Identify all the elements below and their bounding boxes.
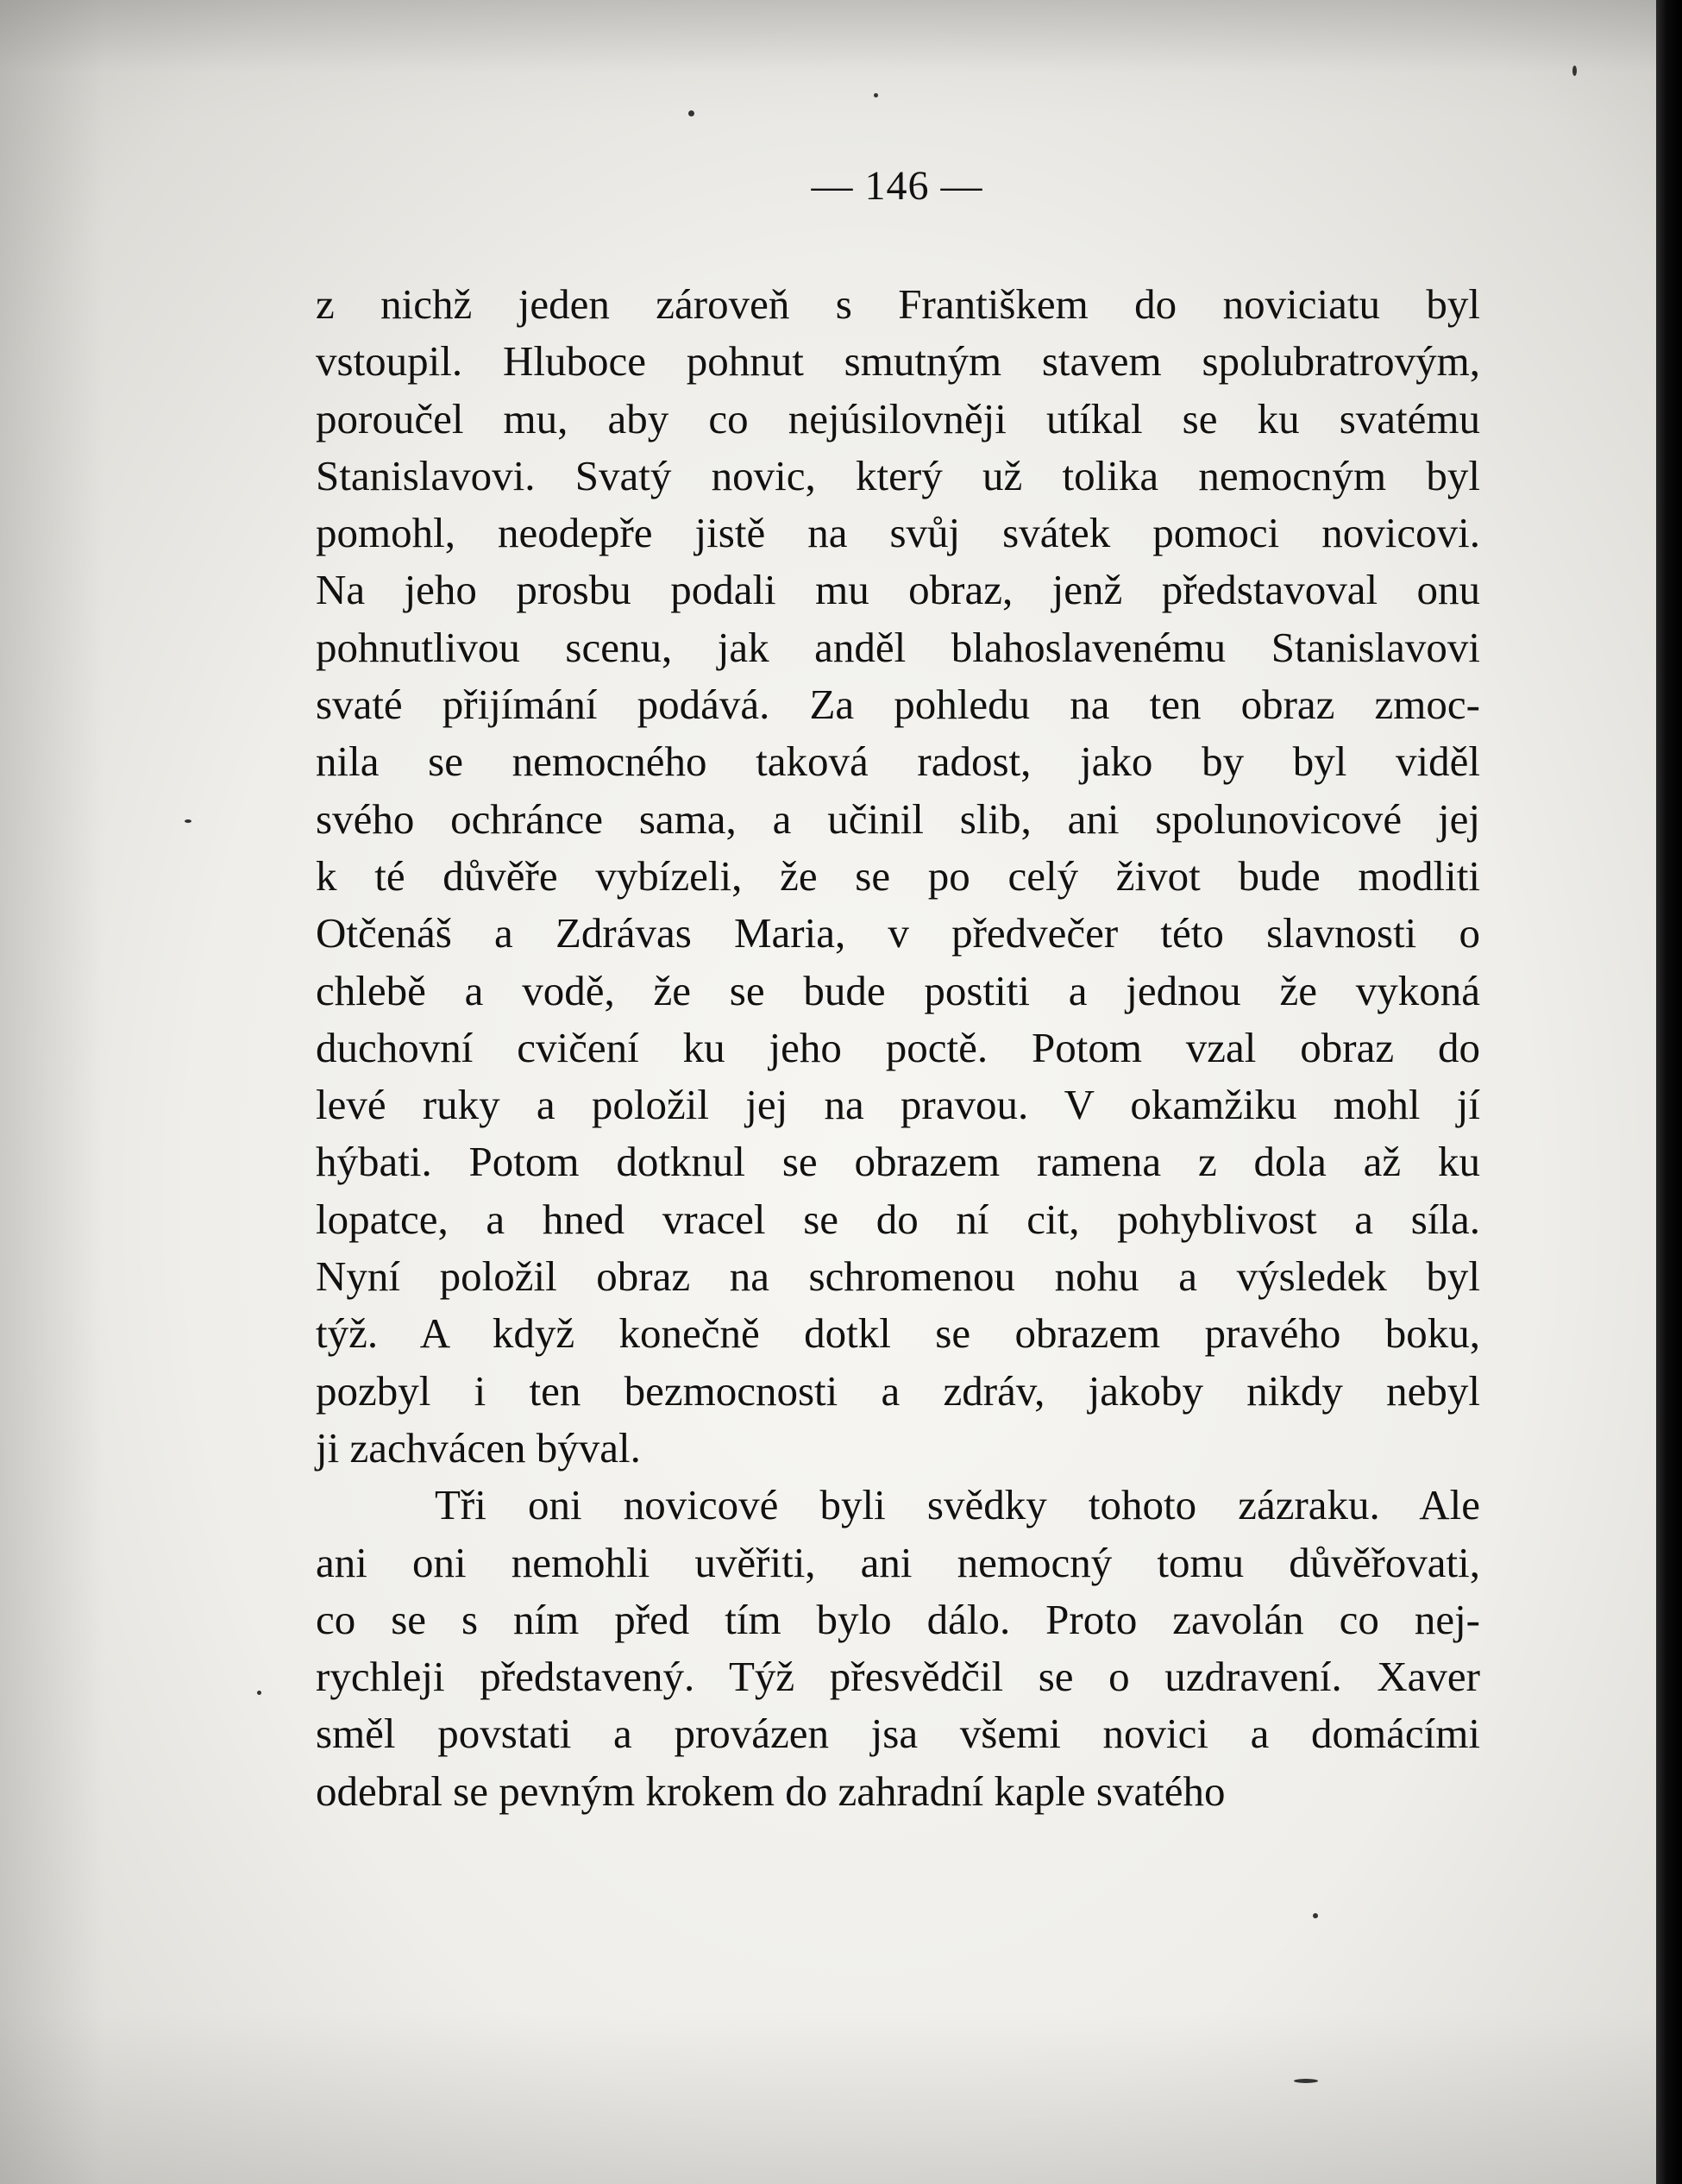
bottom-shadow: [0, 2011, 1656, 2184]
dust-speck: [874, 93, 878, 97]
text-line: Nyní položil obraz na schromenou nohu a výsledek byl: [316, 1252, 1480, 1301]
text-line: Tři oni novicové byli svědky tohoto zázraku. Ale: [435, 1481, 1480, 1529]
text-line: ani oni nemohli uvěřiti, ani nemocný tomu důvěřovati,: [316, 1538, 1480, 1586]
text-line: pomohl, neodepře jistě na svůj svátek pomoci novicovi.: [316, 509, 1480, 557]
text-line: co se s ním před tím bylo dálo. Proto zavolán co nej-: [316, 1595, 1480, 1643]
text-line: nila se nemocného taková radost, jako by byl viděl: [316, 737, 1480, 786]
text-line: poroučel mu, aby co nejúsilovněji utíkal se ku svatému: [316, 394, 1480, 442]
text-line: týž. A když konečně dotkl se obrazem pravého boku,: [316, 1309, 1480, 1358]
dust-speck: [185, 819, 191, 823]
page-edge: [1656, 0, 1682, 2184]
text-line: levé ruky a položil jej na pravou. V okamžiku mohl jí: [316, 1081, 1480, 1129]
text-line: duchovní cvičení ku jeho poctě. Potom vzal obraz do: [316, 1023, 1480, 1071]
dust-speck: [1313, 1913, 1318, 1918]
text-line: chlebě a vodě, že se bude postiti a jednou že vykoná: [316, 966, 1480, 1014]
text-line: směl povstati a provázen jsa všemi novici a domácími: [316, 1710, 1480, 1758]
text-line: pozbyl i ten bezmocnosti a zdráv, jakoby nikdy nebyl: [316, 1366, 1480, 1415]
text-line: Na jeho prosbu podali mu obraz, jenž představoval onu: [316, 566, 1480, 614]
page-number: — 146 —: [811, 163, 983, 209]
text-line: hýbati. Potom dotknul se obrazem ramena z dola až ku: [316, 1138, 1480, 1186]
text-line: pohnutlivou scenu, jak anděl blahoslavenému Stanislavovi: [316, 623, 1480, 671]
dust-speck: [1572, 66, 1577, 76]
text-line: z nichž jeden zároveň s Františkem do noviciatu byl: [316, 280, 1480, 328]
text-line: vstoupil. Hluboce pohnut smutným stavem spolubratrovým,: [316, 337, 1480, 386]
text-line: ji zachvácen býval.: [316, 1423, 641, 1472]
text-line: Otčenáš a Zdrávas Maria, v předvečer této slavnosti o: [316, 909, 1480, 957]
text-line: lopatce, a hned vracel se do ní cit, pohyblivost a síla.: [316, 1195, 1480, 1243]
dust-speck: [257, 1691, 261, 1695]
body-text: [316, 276, 1480, 1820]
left-shadow: [0, 0, 104, 2184]
text-line: rychleji představený. Týž přesvědčil se o uzdravení. Xaver: [316, 1653, 1480, 1701]
text-line: odebral se pevným krokem do zahradní kaple svatého: [316, 1767, 1226, 1815]
text-line: k té důvěře vybízeli, že se po celý život bude modliti: [316, 851, 1480, 900]
dust-speck: [688, 110, 694, 116]
dust-speck: [1294, 2079, 1318, 2083]
text-line: svého ochránce sama, a učinil slib, ani spolunovicové jej: [316, 794, 1480, 843]
text-line: Stanislavovi. Svatý novic, který už tolika nemocným byl: [316, 451, 1480, 499]
top-shadow: [0, 0, 1656, 121]
text-line: svaté přijímání podává. Za pohledu na ten obraz zmoc-: [316, 681, 1480, 729]
